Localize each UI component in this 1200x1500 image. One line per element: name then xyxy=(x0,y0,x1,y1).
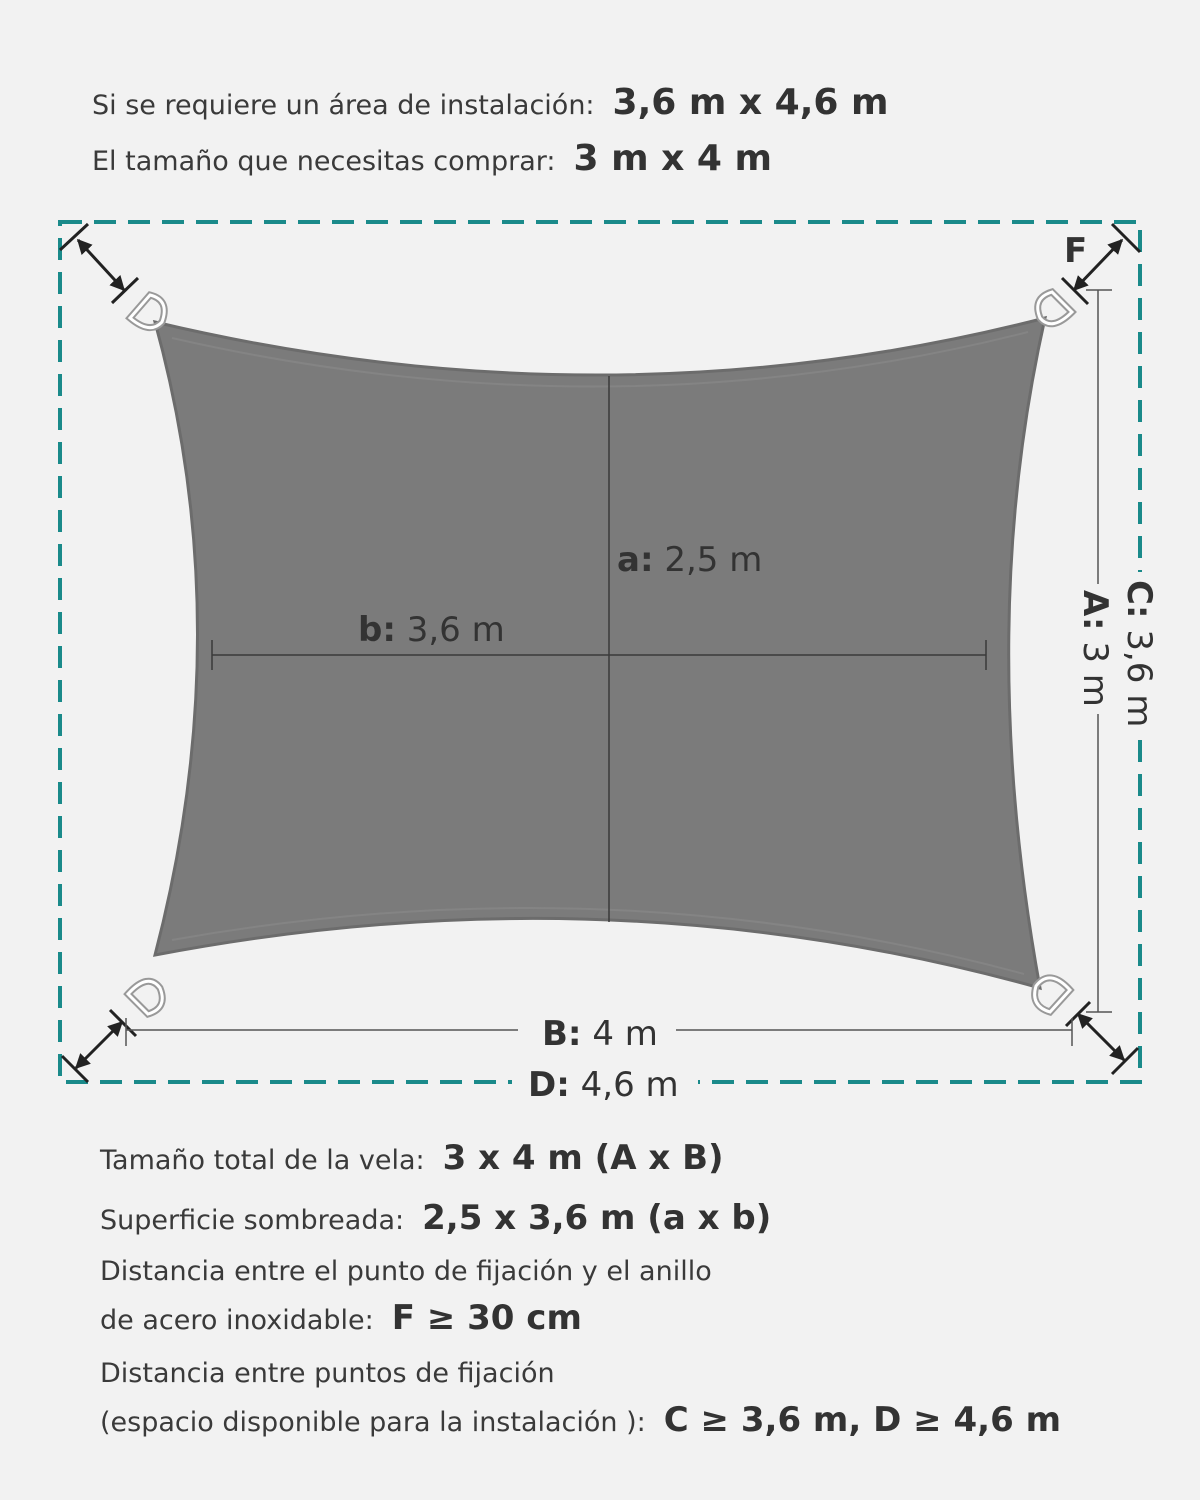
points-distance-label: (espacio disponible para la instalación ): xyxy=(100,1407,646,1438)
points-distance-line2 xyxy=(100,1400,1061,1440)
points-distance-value: C ≥ 3,6 m, D ≥ 4,6 m xyxy=(663,1400,1061,1440)
d-ring-bottom-left xyxy=(128,981,162,1014)
d-ring-top-right xyxy=(1038,292,1072,324)
f-arrow-bottom-left xyxy=(62,1010,136,1082)
ring-distance-line1 xyxy=(100,1256,712,1287)
d-ring-bottom-right xyxy=(1035,978,1070,1012)
shade-area-label: Superficie sombreada: xyxy=(100,1205,405,1236)
f-arrow-bottom-right xyxy=(1066,1002,1138,1074)
B-label: B: 4 m xyxy=(542,1014,658,1054)
shade-area-value: 2,5 x 3,6 m (a x b) xyxy=(422,1198,772,1238)
ring-distance-text: Distancia entre el punto de fijación y el anillo xyxy=(100,1256,712,1287)
total-size-value: 3 x 4 m (A x B) xyxy=(442,1138,724,1178)
shade-area-line xyxy=(100,1198,771,1238)
install-area-label: Si se requiere un área de instalación: xyxy=(92,90,595,121)
total-size-line xyxy=(100,1138,724,1178)
ring-distance-value: F ≥ 30 cm xyxy=(391,1298,582,1338)
a-label: a: 2,5 m xyxy=(617,540,763,580)
A-label: A: 3 m xyxy=(1075,590,1115,707)
f-label: F xyxy=(1064,231,1088,271)
buy-size-label: El tamaño que necesitas comprar: xyxy=(92,146,556,177)
D-label: D: 4,6 m xyxy=(528,1065,679,1105)
ring-distance-line2 xyxy=(100,1298,582,1338)
b-label: b: 3,6 m xyxy=(358,610,505,650)
points-distance-text: Distancia entre puntos de fijación xyxy=(100,1358,555,1389)
buy-size-value: 3 m x 4 m xyxy=(573,138,772,179)
shade-sail xyxy=(155,318,1045,988)
C-label: C: 3,6 m xyxy=(1119,580,1159,728)
f-arrow-top-left xyxy=(60,224,138,303)
total-size-label: Tamaño total de la vela: xyxy=(100,1145,425,1176)
ring-distance-label: de acero inoxidable: xyxy=(100,1305,374,1336)
install-area-value: 3,6 m x 4,6 m xyxy=(612,82,889,123)
points-distance-line1 xyxy=(100,1358,555,1389)
d-ring-top-left xyxy=(130,295,164,328)
